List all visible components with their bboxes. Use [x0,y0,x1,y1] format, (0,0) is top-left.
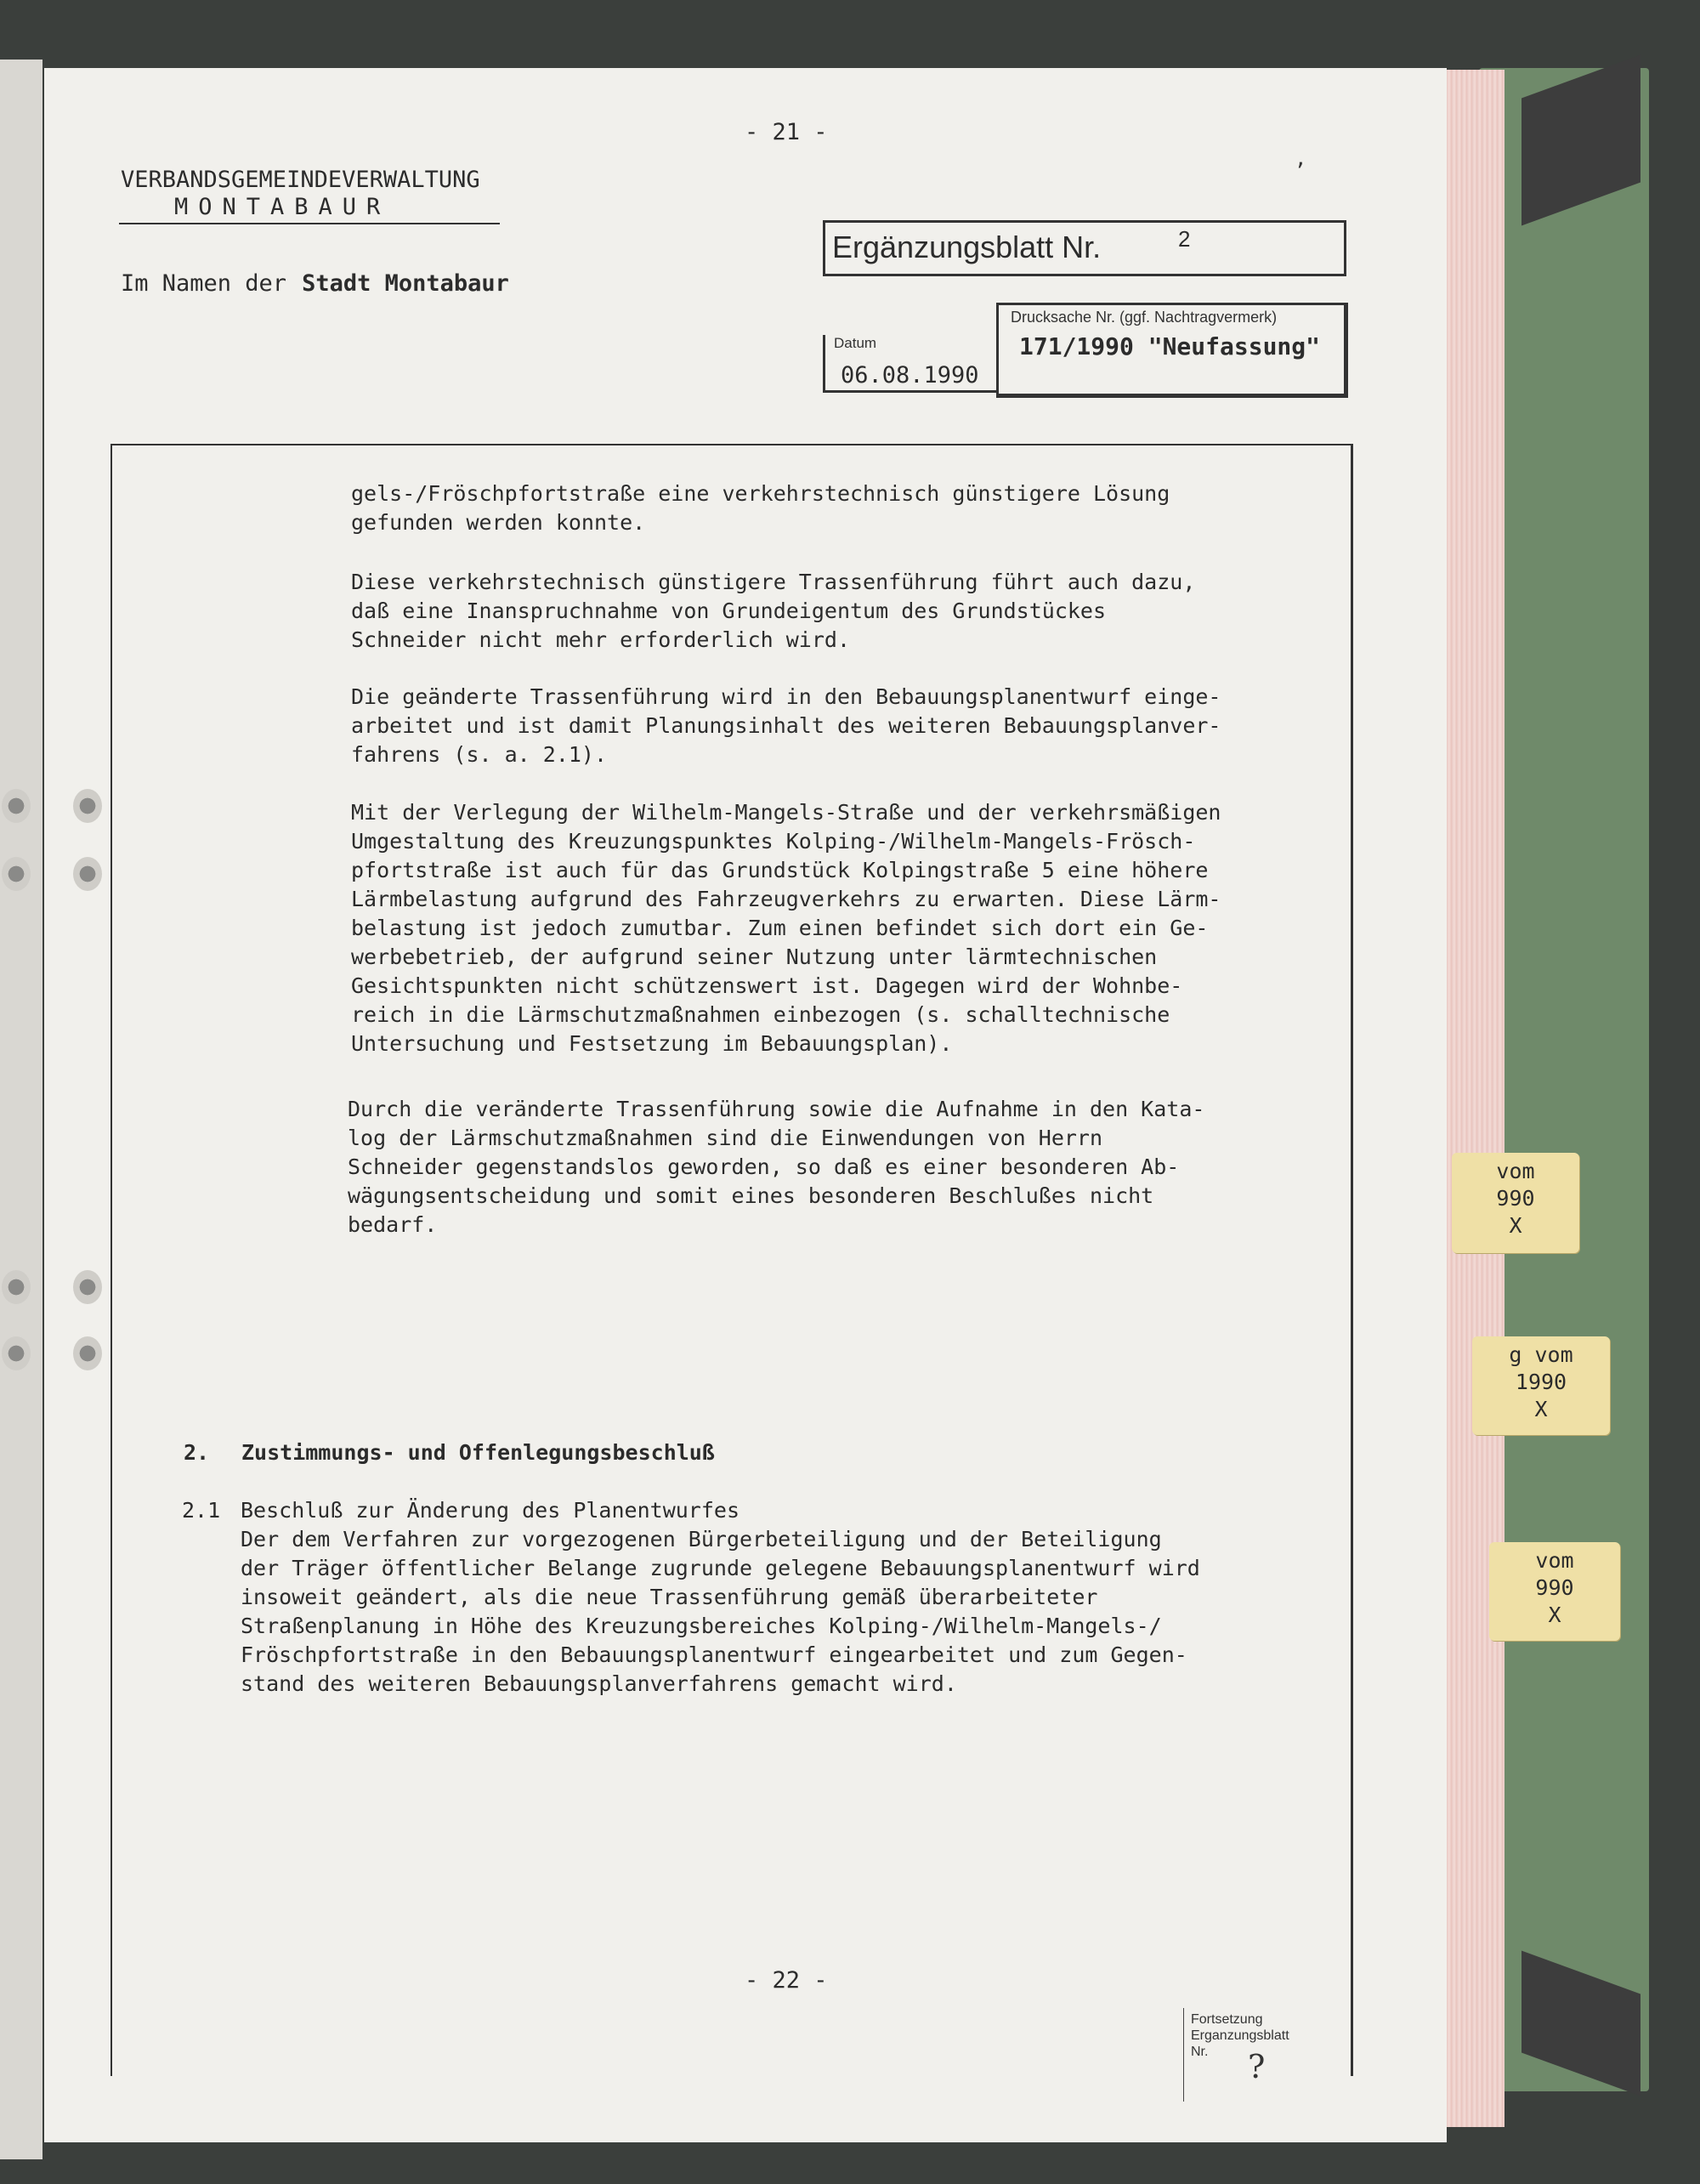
paragraph-3: Die geänderte Trassenführung wird in den Bebauungsplanentwurf einge- arbeitet und ist damit Planungsinhalt des weiteren Bebauungsplanver- fahrens (s. a. 2.1). [351,684,1221,767]
org-underline [119,223,500,224]
punch-hole [2,857,31,891]
punch-hole [73,789,102,823]
section-number: 2. [184,1440,210,1465]
pen-mark: , [1295,146,1307,170]
datum-label: Datum [834,335,877,351]
sticky-tab-1: vom 990 X [1452,1153,1579,1253]
datum-box [823,335,996,393]
org-city: MONTABAUR [174,194,391,220]
sticky-tab-2: g vom 1990 X [1472,1336,1610,1435]
punch-hole [73,857,102,891]
paragraph-1: gels-/Fröschpfortstraße eine verkehrstechnisch günstigere Lösung gefunden werden konnte. [351,481,1170,535]
binder-cover [1479,68,1649,2091]
punch-hole [73,1270,102,1304]
punch-hole [2,789,31,823]
section-title: Zustimmungs- und Offenlegungsbeschluß [241,1440,715,1465]
page-number-bottom: - 22 - [745,1967,828,1994]
on-behalf-label: Im Namen der [121,270,287,297]
subsection-title: Beschluß zur Änderung des Planentwurfes [241,1498,740,1523]
fortsetzung-box [1183,2008,1362,2102]
punch-hole [73,1336,102,1370]
paragraph-2: Diese verkehrstechnisch günstigere Trassenführung führt auch dazu, daß eine Inanspruchnahme von Grundeigentum des Grundstückes Schneider nicht mehr erforderlich wird. [351,570,1196,652]
on-behalf-line [121,270,509,297]
paragraph-5: Durch die veränderte Trassenführung sowie die Aufnahme in den Kata- log der Lärmschutzmaßnahmen sind die Einwendungen von Herrn Schneider gegenstandslos geworden, so daß es einer besonderen Ab- wägungsentscheidung und somit eines besonderen Beschlußes nicht bedarf. [348,1097,1205,1237]
drucksache-value: 171/1990 "Neufassung" [1019,332,1321,360]
org-name: VERBANDSGEMEINDEVERWALTUNG [121,167,480,193]
page-number-top: - 21 - [745,119,828,145]
ergaenzungsblatt-label: Ergänzungsblatt Nr. [832,230,1102,264]
sticky-tab-3: vom 990 X [1489,1542,1620,1641]
drucksache-label: Drucksache Nr. (ggf. Nachtragvermerk) [1011,309,1278,326]
left-page-edge [0,60,42,2159]
paragraph-6: Der dem Verfahren zur vorgezogenen Bürgerbeteiligung und der Beteiligung der Träger öffentlicher Belange zugrunde gelegene Bebauungsplanentwurf wird insoweit geändert, als die neue Trassenführung gemäß überarbeiteter Straßenplanung in Höhe des Kreuzungsbereiches Kolping-/Wilhelm-Mangels-/ Fröschpfortstraße in den Bebauungsplanentwurf eingearbeitet und zum Gegen- stand des weiteren Bebauungsplanverfahrens gemacht wird. [241,1527,1200,1696]
fortsetzung-value: ? [1248,2048,1266,2085]
fortsetzung-label: Fortsetzung Erganzungsblatt Nr. [1191,2012,1289,2059]
page-stack-edge [1436,70,1504,2127]
city-name: Stadt Montabaur [302,270,509,297]
ergaenzungsblatt-number: 2 [1178,226,1191,252]
punch-hole [2,1270,31,1304]
drucksache-box [996,303,1348,398]
subsection-number: 2.1 [182,1498,221,1523]
ergaenzungsblatt-box [823,220,1346,276]
datum-value: 06.08.1990 [841,362,979,389]
punch-hole [2,1336,31,1370]
paragraph-4: Mit der Verlegung der Wilhelm-Mangels-Straße und der verkehrsmäßigen Umgestaltung des Kreuzungspunktes Kolping-/Wilhelm-Mangels-Frösch- pfortstraße ist auch für das Grundstück Kolpingstraße 5 eine höhere Lärmbelastung aufgrund des Fahrzeugverkehrs zu erwarten. Diese Lärm- belastung ist jedoch zumutbar. Zum einen befindet sich dort ein Ge- werbebetrieb, der aufgrund seiner Nutzung unter lärmtechnischen Gesichtspunkten nicht schützenswert ist. Dagegen wird der Wohnbe- reich in die Lärmschutzmaßnahmen einbezogen (s. schalltechnische Untersuchung und Festsetzung im Bebauungsplan). [351,800,1221,1056]
